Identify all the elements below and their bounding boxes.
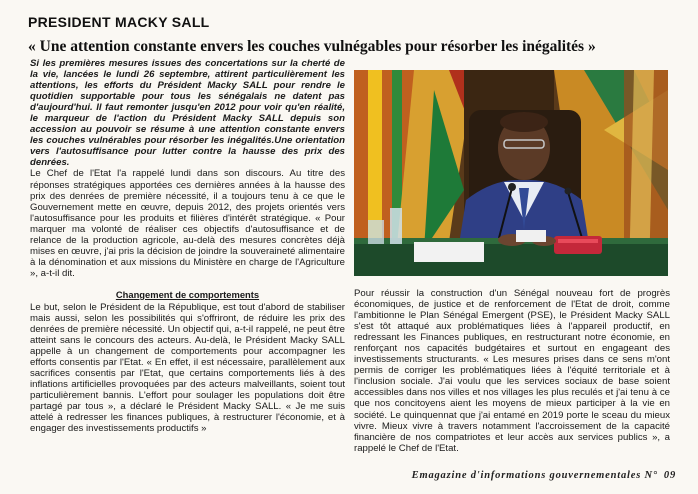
- article-headline: « Une attention constante envers les couches vulnégables pour résorber les inégalités »: [28, 38, 596, 55]
- section-subhead: Changement de comportements: [115, 288, 260, 300]
- page-footer: [406, 470, 676, 481]
- president-photo: [354, 70, 668, 276]
- paragraph-2: Le but, selon le Président de la République, est tout d'abord de stabiliser mais aussi, selon les possibilités qui s'offriront, de réduire les prix des denrées de première nécessité. Un objectif qui, a-t-il rappelé, ne peut être atteint sans le concours des acteurs. Au-delà, le Président Macky SALL appelle à un changement de comportements pour accompagner les efforts consentis par l'Etat. « En effet, il est nécessaire, parallèlement aux sacrifices consentis par l'Etat, que certains comportements liés à des inflations artificielles provoquées par des acteurs malveillants, soient tout particulièrement bannis. L'effort pour soulager les populations doit être partagé par tous », a déclaré le Président Macky SALL. « Je me suis attelé à redresser les finances publiques, à restructurer l'économie, et à engager des investissements productifs »: [30, 301, 345, 435]
- left-column: [30, 58, 345, 435]
- paragraph-3: Pour réussir la construction d'un Sénégal nouveau fort de progrès économiques, de justice et de renforcement de l'Etat de droit, comme l'ambitionne le Plan Sénégal Emergent (PSE), le Président Macky SALL s'est tôt attaqué aux problématiques liées à l'appareil productif, en redressant les Finances publiques, en restructurant notre économie, en renforçant nos capacités budgétaires et surtout en engageant des investissements structurants. « Les mesures prises dans ce sens m'ont permis de corriger les problématiques liées à l'équité territoriale et à l'inclusion sociale. J'ai voulu que les services sociaux de base soient accessibles dans nos villes et nos villages les plus reculés et j'ai tenu à ce que nos concitoyens aient les moyens de mieux participer à la vie en société. Le quinquennat que j'ai entamé en 2019 porte le sceau du mieux vivre. Mieux vivre à travers notamment l'accroissement de la capacité financière de nos compatriotes et leur accès aux services publics », a rappelé le Chef de l'Etat.: [354, 288, 670, 454]
- right-column: [354, 288, 670, 454]
- president-photo-illustration: [354, 70, 668, 276]
- magazine-name: Emagazine d'informations gouvernementales N°: [411, 470, 658, 481]
- paragraph-1: Le Chef de l'Etat l'a rappelé lundi dans son discours. Au titre des réponses stratégiques apportées ces dernières années à la hausse des prix des denrées de première nécessité, il a toujours tenu à ce que le Gouvernement mette en œuvre, depuis 2012, des projets orientés vers l'autosuffisance pour les produits et filières d'intérêt stratégique. « Pour marquer ma volonté de réaliser ces objectifs d'autosuffisance et de relance de la production agricole, au-delà des mesures concrètes déjà mises en œuvre, j'ai pris la décision de joindre la souveraineté alimentaire à la dénomination et aux missions du Ministère en charge de l'Agriculture », a-t-il dit.: [30, 168, 345, 279]
- article-kicker: PRESIDENT MACKY SALL: [28, 14, 210, 30]
- issue-number: 09: [663, 470, 676, 481]
- article-lead: Si les premières mesures issues des concertations sur la cherté de la vie, lancées le lundi 26 septembre, attirent particulièrement les attentions, les efforts du Président Macky SALL pour rendre le quotidien supportable pour tous les sénégalais ne datent pas d'aujourd'hui. Il faut remonter jusqu'en 2012 pour voir qu'en réalité, le marqueur de l'action du Président Macky SALL depuis son accession au pouvoir se résume à une attention constante envers les couches vulnérables pour résorber les inégalités.Une orientation vers l'autosuffisance pour lutter contre la hausse des prix des denrées.: [30, 58, 345, 169]
